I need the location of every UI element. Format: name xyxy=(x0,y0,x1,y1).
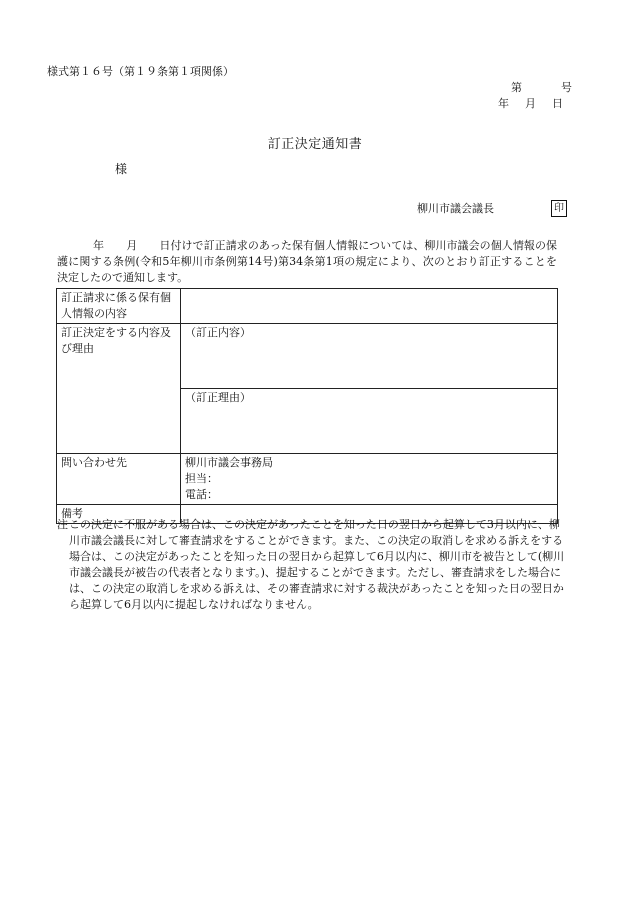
seal-mark: 印 xyxy=(551,200,567,217)
date-month: 月 xyxy=(525,97,536,110)
row-label-contact: 問い合わせ先 xyxy=(57,454,181,505)
row-label-info-content: 訂正請求に係る保有個人情報の内容 xyxy=(57,289,181,324)
contact-person: 担当： xyxy=(185,472,218,485)
correction-content-label: （訂正内容） xyxy=(185,326,251,339)
note-text: この決定に不服がある場合は、この決定があったことを知った日の翌日から起算して3月以内に、柳川市議会議長に対して審査請求をすることができます。また、この決定の取消しを求める訴えをする場合は、この決定があったことを知った日の翌日から起算して6月以内に、柳川市を被告として(柳川市議会議長が被告の代表者となります。)、提起することができます。ただし、審査請求をした場合には、この決定の取消しを求める訴えは、その審査請求に対する裁決があったことを知った日の翌日から起算して6月以内に提起しなければなりません。 xyxy=(69,518,565,611)
contact-office: 柳川市議会事務局 xyxy=(185,456,273,469)
table-row xyxy=(57,324,558,389)
table-row xyxy=(57,289,558,324)
note-mark: 注 xyxy=(57,518,68,531)
body-text xyxy=(57,238,557,286)
row-label-decision: 訂正決定をする内容及び理由 xyxy=(57,324,181,454)
addressee: 様 xyxy=(115,162,128,176)
row-label-remarks: 備考 xyxy=(57,505,181,524)
sender-name: 柳川市議会議長 xyxy=(417,202,494,215)
table-row xyxy=(57,454,558,505)
date-year: 年 xyxy=(498,97,509,110)
document-number xyxy=(511,80,572,95)
number-suffix: 号 xyxy=(561,81,572,94)
appeal-note xyxy=(57,517,569,613)
date-day: 日 xyxy=(552,97,563,110)
contact-cell xyxy=(181,454,558,505)
number-prefix: 第 xyxy=(511,81,522,94)
form-number: 様式第１６号（第１９条第１項関係） xyxy=(47,65,234,78)
document-date xyxy=(498,96,563,111)
contact-phone: 電話： xyxy=(185,488,218,501)
document-title: 訂正決定通知書 xyxy=(267,137,363,152)
correction-reason-label: （訂正理由） xyxy=(185,391,251,404)
body-paragraph: 年 月 日付けで訂正請求のあった保有個人情報については、柳川市議会の個人情報の保護に関する条例(令和5年柳川市条例第14号)第34条第1項の規定により、次のとおり訂正することを決定したので通知します。 xyxy=(57,239,557,284)
decision-table xyxy=(56,288,558,524)
correction-reason-cell xyxy=(181,389,558,454)
correction-content-cell xyxy=(181,324,558,389)
row-value-info-content xyxy=(181,289,558,324)
